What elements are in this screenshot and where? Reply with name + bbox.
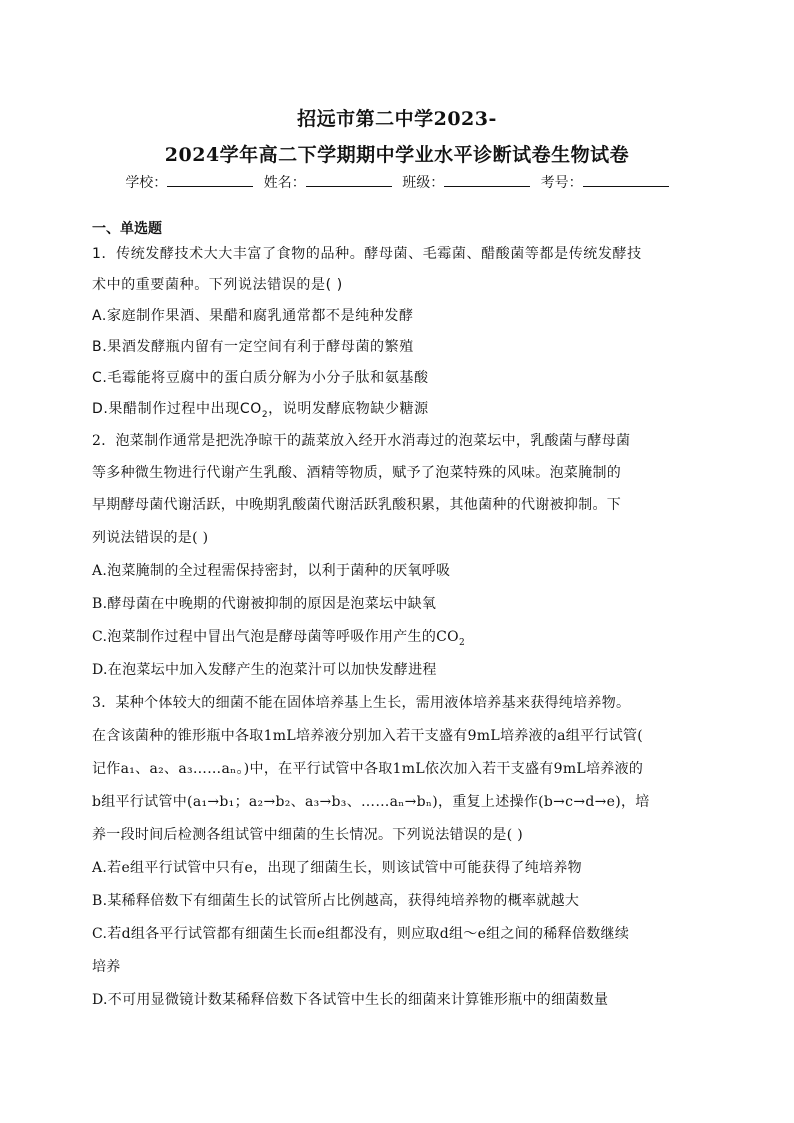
q2-option-c-pre: C.泡菜制作过程中冒出气泡是酵母菌等呼吸作用产生的CO [92, 629, 459, 645]
q1-stem-line2: 术中的重要菌种。下列说法错误的是( ) [92, 277, 343, 293]
q3-option-c-line2: 培养 [92, 959, 121, 975]
exam-title-line1: 招远市第二中学2023- [297, 108, 497, 130]
q1-option-d-sub: 2 [261, 409, 269, 420]
exam-number-label: 考号： [540, 175, 583, 191]
q2-stem-line4: 列说法错误的是( ) [92, 530, 209, 546]
name-blank [306, 174, 392, 187]
q1-stem-line1: 1．传统发酵技术大大丰富了食物的品种。酵母菌、毛霉菌、醋酸菌等都是传统发酵技 [92, 246, 642, 262]
q1-option-d-pre: D.果醋制作过程中出现CO [92, 401, 262, 417]
school-label: 学校： [125, 175, 168, 191]
q3-stem-line4: b组平行试管中(a₁→b₁；a₂→b₂、a₃→b₃、……aₙ→bₙ)，重复上述操作(b→c→d→e)，培 [92, 794, 650, 810]
q1-option-a: A.家庭制作果酒、果醋和腐乳通常都不是纯种发酵 [92, 308, 414, 324]
class-label: 班级： [402, 175, 445, 191]
q1-option-d-post: ，说明发酵底物缺少糖源 [268, 401, 429, 417]
section-title: 一、单选题 [92, 221, 162, 237]
class-field [402, 172, 530, 192]
q3-option-a: A.若e组平行试管中只有e，出现了细菌生长，则该试管中可能获得了纯培养物 [92, 860, 582, 876]
q2-option-b: B.酵母菌在中晚期的代谢被抑制的原因是泡菜坛中缺氧 [92, 596, 437, 612]
q3-option-b: B.某稀释倍数下有细菌生长的试管所占比例越高，获得纯培养物的概率就越大 [92, 893, 580, 909]
school-blank [167, 174, 253, 187]
q3-stem-line1: 3．某种个体较大的细菌不能在固体培养基上生长，需用液体培养基来获得纯培养物。 [92, 695, 631, 711]
q2-stem-line3: 早期酵母菌代谢活跃，中晚期乳酸菌代谢活跃乳酸积累，其他菌种的代谢被抑制。下 [92, 497, 622, 513]
q3-stem-line5: 养一段时间后检测各组试管中细菌的生长情况。下列说法错误的是( ) [92, 827, 523, 843]
q1-option-c: C.毛霉能将豆腐中的蛋白质分解为小分子肽和氨基酸 [92, 370, 429, 386]
q2-option-d: D.在泡菜坛中加入发酵产生的泡菜汁可以加快发酵进程 [92, 662, 437, 678]
q2-option-c-sub: 2 [458, 637, 465, 648]
q2-option-c [92, 626, 465, 648]
q3-option-d: D.不可用显微镜计数某稀释倍数下各试管中生长的细菌来计算锥形瓶中的细菌数量 [92, 992, 609, 1008]
q2-stem-line1: 2．泡菜制作通常是把洗净晾干的蔬菜放入经开水消毒过的泡菜坛中，乳酸菌与酵母菌 [92, 433, 631, 449]
q2-stem-line2: 等多种微生物进行代谢产生乳酸、酒精等物质，赋予了泡菜特殊的风味。泡菜腌制的 [92, 465, 622, 481]
q1-option-d [92, 398, 429, 420]
exam-title-line2: 2024学年高二下学期期中学业水平诊断试卷生物试卷 [164, 144, 630, 166]
q3-option-c-line1: C.若d组各平行试管都有细菌生长而e组都没有，则应取d组～e组之间的稀释倍数继续 [92, 926, 630, 942]
exam-number-blank [583, 174, 669, 187]
q2-option-a: A.泡菜腌制的全过程需保持密封，以利于菌种的厌氧呼吸 [92, 563, 451, 579]
student-info-row [0, 172, 794, 192]
q3-stem-line2: 在含该菌种的锥形瓶中各取1mL培养液分别加入若干支盛有9mL培养液的a组平行试管( [92, 728, 644, 744]
name-field [264, 172, 392, 192]
class-blank [444, 174, 530, 187]
q3-stem-line3: 记作a₁、a₂、a₃……aₙ。)中，在平行试管中各取1mL依次加入若干支盛有9mL培养液的 [92, 761, 644, 777]
q1-option-b: B.果酒发酵瓶内留有一定空间有利于酵母菌的繁殖 [92, 339, 414, 355]
exam-number-field [541, 172, 669, 192]
name-label: 姓名： [263, 175, 306, 191]
school-field [125, 172, 253, 192]
